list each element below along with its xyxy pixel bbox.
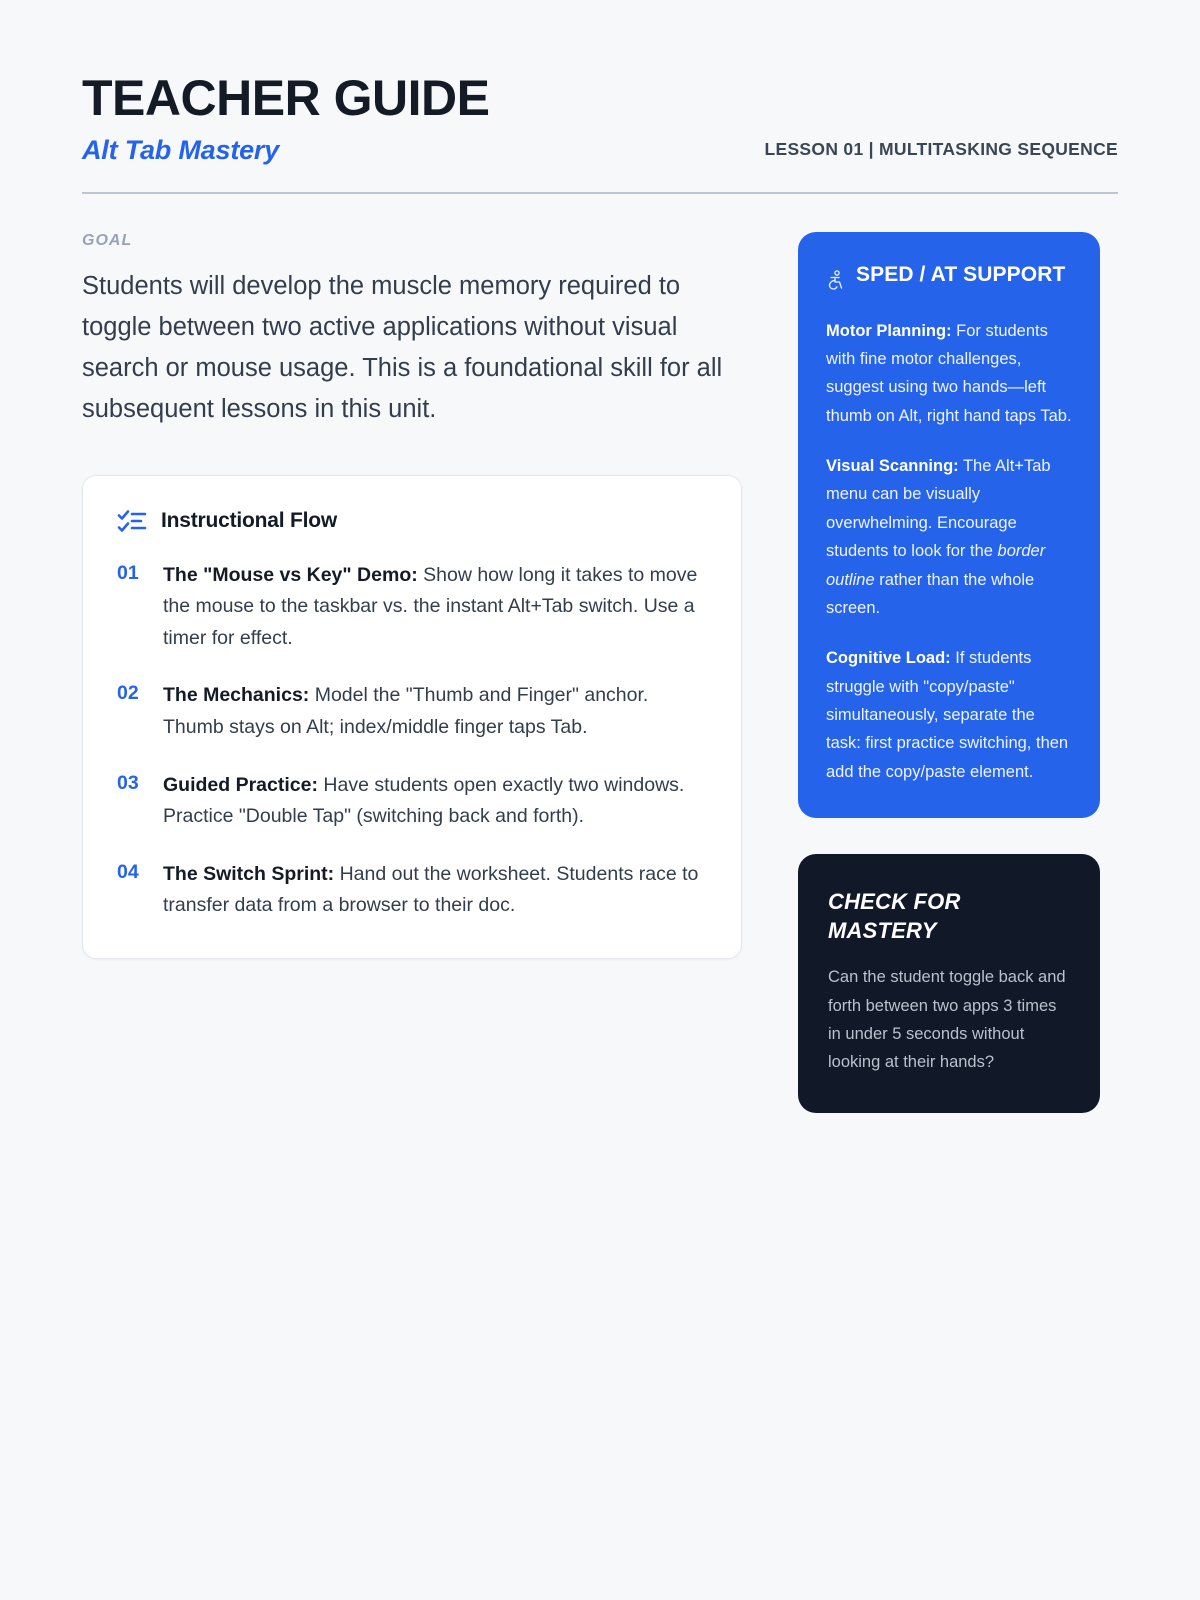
header-divider: [82, 192, 1118, 194]
check-for-mastery-card: [798, 854, 1100, 1113]
sped-item-lead: Visual Scanning:: [826, 457, 959, 475]
document-header: [82, 72, 1118, 166]
flow-step-number: 01: [117, 561, 139, 584]
sped-item-lead: Motor Planning:: [826, 321, 952, 340]
flow-step-body: [163, 560, 707, 655]
accessibility-icon: [826, 262, 844, 295]
flow-step-body: [163, 770, 707, 833]
flow-step-number: 04: [117, 860, 139, 883]
goal-label: GOAL: [82, 231, 133, 249]
flow-step: [117, 770, 707, 833]
instructional-flow-title: Instructional Flow: [161, 508, 338, 532]
sped-item: [826, 452, 1072, 622]
main-column: [82, 232, 742, 959]
check-for-mastery-title: CHECK FOR MASTERY: [828, 889, 961, 943]
flow-step-text: Hand out the worksheet. Students race to transfer data from a browser to their doc.: [163, 862, 699, 917]
sped-item-text-before: The Alt+Tab menu can be visually overwhelming. Encourage students to look for the: [826, 457, 1051, 561]
flow-step-lead: The Switch Sprint:: [163, 862, 335, 885]
flow-step-number: 02: [117, 682, 139, 705]
goal-text: Students will develop the muscle memory required to toggle between two active applications without visual search or mouse usage. This is a foundational skill for all subsequent lessons in this unit.: [82, 271, 723, 424]
flow-step-body: [163, 859, 707, 922]
instructional-flow-header: [117, 508, 707, 534]
check-for-mastery-text: Can the student toggle back and forth between two apps 3 times in under 5 seconds without looking at their hands?: [828, 968, 1066, 1072]
sped-item: [826, 317, 1072, 431]
sped-support-title: SPED / AT SUPPORT: [856, 262, 1066, 286]
flow-step-text: Show how long it takes to move the mouse to the taskbar vs. the instant Alt+Tab switch. Use a timer for effect.: [163, 563, 698, 649]
page-subtitle: Alt Tab Mastery: [82, 134, 280, 165]
flow-step-body: [163, 680, 707, 743]
flow-step-number: 03: [117, 771, 139, 794]
sped-item-text: For students with fine motor challenges, suggest using two hands—left thumb on Alt, right hand taps Tab.: [826, 321, 1072, 425]
content-body: [82, 232, 1118, 1113]
title-block: [82, 72, 489, 166]
sped-item-text-after: rather than the whole screen.: [826, 570, 1035, 617]
instructional-flow-card: [82, 475, 742, 959]
lesson-meta: LESSON 01 | MULTITASKING SEQUENCE: [764, 138, 1118, 159]
flow-step-lead: The "Mouse vs Key" Demo:: [163, 563, 418, 586]
flow-step-lead: The Mechanics:: [163, 684, 310, 707]
flow-step-text: Have students open exactly two windows. Practice "Double Tap" (switching back and forth).: [163, 773, 685, 828]
checklist-icon: [117, 508, 147, 534]
sped-item-text: If students struggle with "copy/paste" simultaneously, separate the task: first practice switching, then add the copy/paste element.: [826, 649, 1069, 781]
sped-item: [826, 644, 1072, 786]
sped-support-header: [826, 262, 1072, 295]
sped-item-lead: Cognitive Load:: [826, 649, 951, 668]
sidebar-column: [798, 232, 1100, 1113]
flow-step: [117, 859, 707, 922]
sped-support-card: [798, 232, 1100, 819]
page-title: TEACHER GUIDE: [82, 70, 490, 126]
flow-step: [117, 680, 707, 743]
flow-step-lead: Guided Practice:: [163, 773, 318, 796]
flow-step-text: Model the "Thumb and Finger" anchor. Thumb stays on Alt; index/middle finger taps Tab.: [163, 684, 649, 738]
flow-step: [117, 560, 707, 655]
sped-item-emphasis: border outline: [826, 542, 1046, 589]
